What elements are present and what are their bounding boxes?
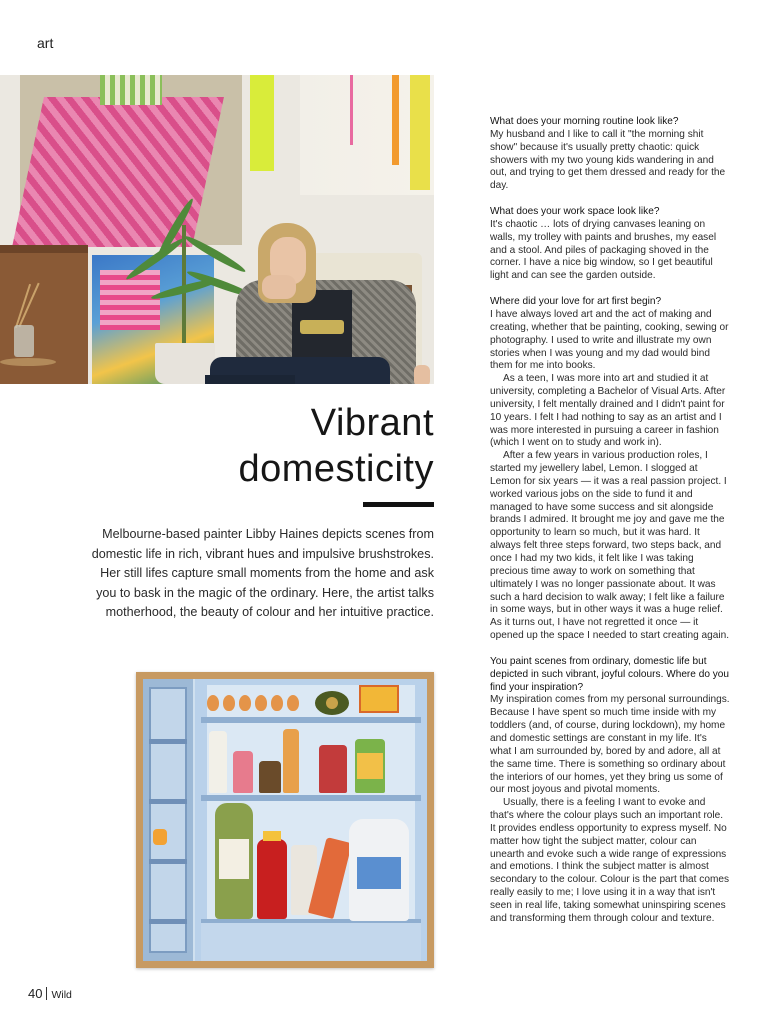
qa-answer: I have always loved art and the act of making and creating, whether that be painting, cooking, sewing or photography. I used to write and illustrate my own stories when I was young and my dad would bind them for me into books. (490, 308, 729, 372)
headline-line-1: Vibrant (310, 402, 434, 444)
qa-block (490, 656, 730, 926)
qa-answer: After a few years in various production roles, I started my jewellery label, Lemon. I slogged at Lemon for six years — it was a real passion project. I worked various jobs on the side to fund it and managed to have some success and sit alongside brands I admired. It brought me joy and gave me the opportunity to learn so much, but it was hard. It always felt three steps forward, two steps back, and once I had my two kids, it felt like I was taking precious time away to work on something that ultimately I was no longer passionate about. It was such a hard decision to walk away; I felt like a failure in some ways, but in other ways it was a huge relief. As it turns out, I have not regretted it once — it opened up the space I needed to start creating again. (490, 450, 730, 642)
headline (94, 400, 434, 492)
fridge-painting (143, 679, 427, 961)
section-tag: art (37, 35, 54, 51)
qa-block (490, 116, 730, 193)
qa-block (490, 296, 730, 643)
headline-line-2: domesticity (238, 448, 434, 490)
qa-answer: It's chaotic … lots of drying canvases leaning on walls, my trolley with paints and brushes, my easel and a stool. And piles of packaging shoved in the corner. I have a nice big window, so I get beautiful light and can see the garden outside. (490, 218, 717, 282)
pink-quilt-painting (12, 97, 224, 247)
folio (28, 986, 72, 1001)
page-number: 40 (28, 986, 43, 1001)
qa-answer: As a teen, I was more into art and studied it at university, completing a Bachelor of Visual Arts. After university, I felt mentally drained and I didn't paint for 10 years. I felt I had nothing to say as an artist and I was more interested in pursuing a career in fashion (which I went on to study and work in). (490, 373, 726, 449)
folio-divider (46, 987, 47, 1000)
title-rule (363, 502, 434, 507)
qa-answer: My husband and I like to call it "the morning shit show" because it's usually pretty chaotic: quick showers with my two young kids wandering in and out, and trying to get them dressed and ready for the day. (490, 128, 726, 192)
qa-question: What does your work space look like? (490, 206, 660, 218)
qa-question: What does your morning routine look like? (490, 116, 679, 127)
green-stripe-detail (100, 75, 162, 105)
qa-question: You paint scenes from ordinary, domestic life but depicted in such vibrant, joyful colours. Where do you find your inspiration? (490, 655, 730, 693)
magazine-name: Wild (51, 989, 72, 1001)
hero-photo (0, 75, 434, 384)
glass-vase (14, 325, 34, 357)
qa-block (490, 206, 730, 283)
qa-answer: My inspiration comes from my personal surroundings. Because I have spent so much time inside with my toddlers (and, of course, during lockdown), my home and domestic settings are constant in my life. It's what I am surrounded by, bored by and adore, all at the same time. There is something so ordinary about the interiors of our homes, yet they bring us some of our most joyous and pivotal moments. (490, 694, 730, 796)
yellow-panel (250, 75, 274, 171)
qa-answer: Usually, there is a feeling I want to evoke and that's where the colour plays such an important role. It provides endless opportunity to express myself. No matter how tight the subject matter, colour can unearth and evoke such a wide range of expressions and emotions. I think the subject matter is almost secondary to the colour. Colour is the part that comes really easily to me; I love using it in a way that isn't seen in real life, taking somewhat uninspiring scenes and transforming them through colour and texture. (490, 797, 730, 924)
qa-question: Where did your love for art first begin? (490, 296, 662, 308)
standfirst: Melbourne-based painter Libby Haines depicts scenes from domestic life in rich, vibrant hues and impulsive brushstrokes. Her still lifes capture small moments from the home and ask you to bask in the magic of the ordinary. Here, the artist talks motherhood, the beauty of colour and her intuitive practice. (91, 527, 434, 620)
qa-column (490, 116, 730, 939)
